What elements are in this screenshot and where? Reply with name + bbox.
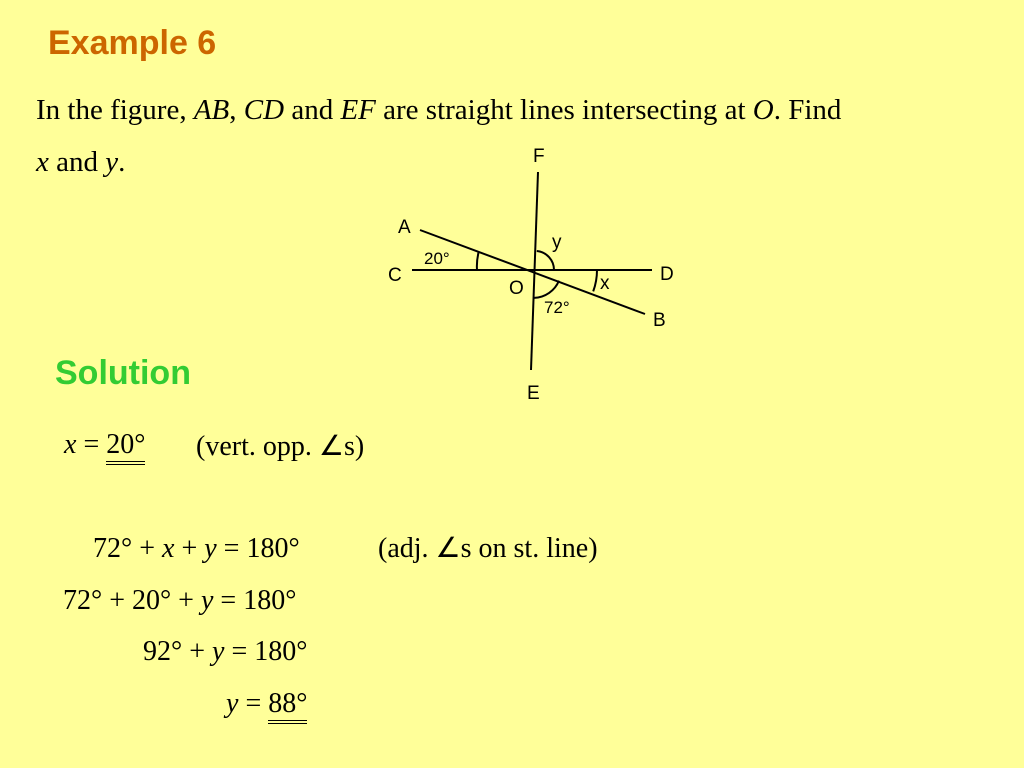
var-y: y [212, 636, 225, 667]
equation-line-1 [93, 533, 300, 565]
eq-term: 72° + [93, 533, 162, 564]
label-b: B [653, 310, 666, 331]
equation-line-3 [143, 636, 307, 668]
answer-x: 20° [106, 429, 145, 465]
eq-term: 72° + 20° + [63, 585, 201, 616]
problem-text: are straight lines intersecting at [375, 94, 753, 126]
var-x: x [64, 429, 77, 460]
var-y: y [226, 688, 239, 719]
step1-equation [64, 429, 145, 461]
point-o-label: O [752, 94, 774, 126]
problem-text: , [229, 94, 244, 126]
problem-text: and [48, 146, 106, 178]
var-y: y [105, 146, 119, 178]
line-cd-label: CD [243, 94, 285, 126]
label-e: E [527, 383, 540, 404]
label-c: C [388, 265, 402, 286]
var-x: x [162, 533, 175, 564]
line-ef-label: EF [340, 94, 376, 126]
line-ab-label: AB [193, 94, 230, 126]
label-20: 20° [424, 249, 450, 268]
label-y: y [552, 232, 562, 253]
arc-20 [477, 252, 479, 270]
problem-text: In the figure, [36, 94, 194, 126]
var-x: x [36, 146, 49, 178]
eq-term: = 180° [224, 636, 308, 667]
problem-text: . [118, 146, 126, 178]
label-x: x [600, 273, 610, 294]
label-d: D [660, 264, 674, 285]
eq-term: + [174, 533, 205, 564]
equals-sign: = [76, 429, 107, 460]
var-y: y [200, 585, 214, 616]
eq-term: = 180° [216, 533, 300, 564]
label-o: O [509, 278, 524, 299]
line1-reason: (adj. ∠s on st. line) [378, 533, 598, 564]
step1-reason: (vert. opp. ∠s) [196, 431, 365, 462]
label-a: A [398, 217, 411, 238]
solution-heading: Solution [55, 354, 191, 392]
arc-72 [534, 281, 559, 298]
answer-y: 88° [268, 688, 307, 724]
label-72: 72° [544, 298, 570, 317]
problem-text: . Find [773, 94, 842, 126]
problem-text: and [284, 94, 341, 126]
arc-y [537, 251, 554, 270]
eq-term: 92° + [143, 636, 212, 667]
var-y: y [204, 533, 217, 564]
equation-line-4 [226, 688, 307, 720]
equation-line-2 [63, 585, 296, 617]
equals-sign: = [238, 688, 269, 719]
eq-term: = 180° [213, 585, 297, 616]
arc-x [593, 270, 597, 291]
slide-title: Example 6 [48, 24, 217, 62]
label-f: F [533, 146, 545, 167]
geometry-figure [370, 140, 700, 410]
